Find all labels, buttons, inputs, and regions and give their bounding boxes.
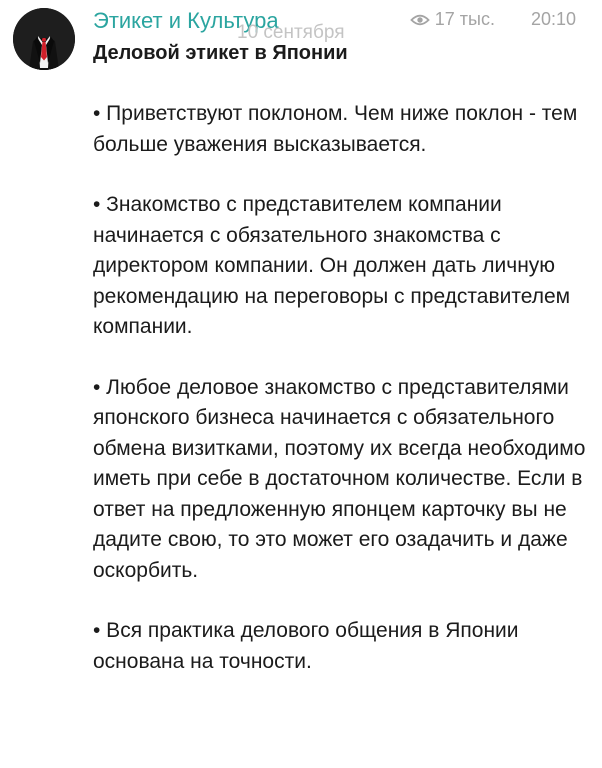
date-label: 10 сентября [237, 22, 345, 43]
channel-name[interactable]: Этикет и Культура [93, 8, 279, 33]
eye-icon [410, 13, 430, 27]
paragraph: • Приветствуют поклоном. Чем ниже поклон - тем больше уважения высказывается. [93, 102, 578, 156]
paragraph: • Вся практика делового общения в Японии основана на точности. [93, 619, 519, 673]
paragraph: • Любое деловое знакомство с представителями японского бизнеса начинается с обязательного обмена визитками, поэтому их всегда необходимо иметь при себе в достаточном количестве. Если в ответ на предложенную японцем карточку вы не дадите свою, то это может его озадачить и даже оскорбить. [93, 375, 586, 582]
post-meta [410, 9, 576, 30]
tuxedo-red-tie-icon [13, 8, 75, 70]
channel-avatar[interactable] [13, 8, 75, 70]
paragraph: • Знакомство с представителем компании начинается с обязательного знакомства с директором компании. Он должен дать личную рекомендацию на переговоры с представителем компании. [93, 193, 571, 338]
post-title: Деловой этикет в Японии [93, 42, 348, 64]
post-body [93, 99, 593, 707]
view-count: 17 тыс. [434, 9, 495, 29]
post-time: 20:10 [530, 9, 576, 29]
